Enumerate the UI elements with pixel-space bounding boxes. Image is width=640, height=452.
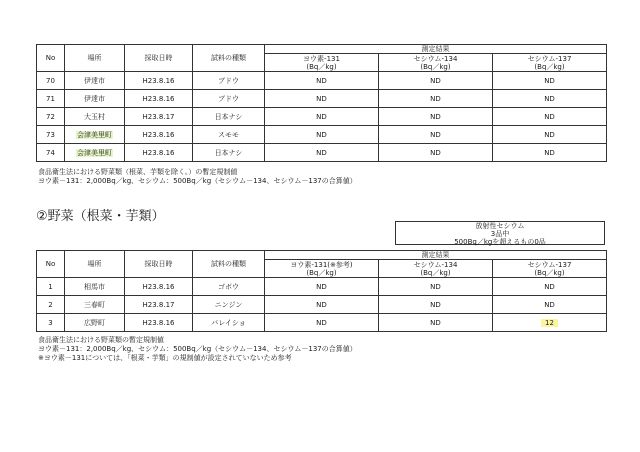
table-row [37, 296, 607, 314]
header-place: 場所 [65, 45, 125, 72]
header-cs137: セシウム-137 (Bq／kg) [493, 260, 607, 278]
cell-sample: ゴボウ [193, 278, 265, 296]
cell-place: 相馬市 [65, 278, 125, 296]
results-table-root-vegetables [36, 250, 607, 332]
cell-i131: ND [265, 126, 379, 144]
cell-no: 71 [37, 90, 65, 108]
cell-sample: スモモ [193, 126, 265, 144]
cell-date: H23.8.16 [125, 90, 193, 108]
cell-sample: 日本ナシ [193, 108, 265, 126]
header-cs137: セシウム-137 (Bq／kg) [493, 54, 607, 72]
cell-sample: ニンジン [193, 296, 265, 314]
cell-date: H23.8.17 [125, 296, 193, 314]
cell-no: 70 [37, 72, 65, 90]
cell-i131: ND [265, 90, 379, 108]
header-result: 測定結果 [265, 45, 607, 54]
cell-sample: 日本ナシ [193, 144, 265, 162]
regulation-note: 食品衛生法における野菜類（根菜、芋類を除く。）の暫定規制値 [38, 168, 238, 176]
table-row [37, 144, 607, 162]
cell-place: 伊達市 [65, 72, 125, 90]
cell-no: 74 [37, 144, 65, 162]
cell-cs137: ND [493, 144, 607, 162]
cell-place: 三春町 [65, 296, 125, 314]
table-row [37, 72, 607, 90]
regulation-note: ヨウ素－131：2,000Bq／kg、セシウム：500Bq／kg（セシウム－134、セシウム－137の合算値） [38, 177, 357, 185]
cell-cs134: ND [379, 314, 493, 332]
cell-cs134: ND [379, 126, 493, 144]
cell-date: H23.8.16 [125, 278, 193, 296]
cell-i131: ND [265, 314, 379, 332]
cell-i131: ND [265, 108, 379, 126]
cell-no: 73 [37, 126, 65, 144]
cell-cs134: ND [379, 296, 493, 314]
header-cs134: セシウム-134 (Bq／kg) [379, 54, 493, 72]
cell-cs137: ND [493, 72, 607, 90]
cell-cs137: ND [493, 108, 607, 126]
summary-line: 500Bq／kgを超えるもの0品 [454, 238, 546, 246]
table-row [37, 314, 607, 332]
cell-no: 72 [37, 108, 65, 126]
highlighted-place: 会津美里町 [77, 148, 112, 157]
header-date: 採取日時 [125, 45, 193, 72]
cell-date: H23.8.16 [125, 72, 193, 90]
summary-line: 放射性セシウム [475, 222, 525, 230]
highlighted-value: 12 [541, 319, 558, 327]
cell-sample: ブドウ [193, 72, 265, 90]
cell-no: 2 [37, 296, 65, 314]
cell-date: H23.8.16 [125, 314, 193, 332]
cell-cs137 [493, 314, 607, 332]
cell-place: 大玉村 [65, 108, 125, 126]
cell-no: 3 [37, 314, 65, 332]
cell-place [65, 126, 125, 144]
table-row [37, 90, 607, 108]
results-table-fruits [36, 44, 607, 162]
summary-line: 3品中 [490, 230, 510, 238]
cell-place: 広野町 [65, 314, 125, 332]
summary-box [395, 221, 605, 245]
cell-cs134: ND [379, 72, 493, 90]
cell-cs134: ND [379, 278, 493, 296]
header-i131: ヨウ素-131 (Bq／kg) [265, 54, 379, 72]
cell-cs137: ND [493, 296, 607, 314]
cell-date: H23.8.16 [125, 144, 193, 162]
header-sample: 試料の種類 [193, 251, 265, 278]
cell-i131: ND [265, 278, 379, 296]
table-row [37, 126, 607, 144]
regulation-note: 食品衛生法における野菜類の暫定規制値 [38, 336, 164, 344]
cell-date: H23.8.17 [125, 108, 193, 126]
header-cs134: セシウム-134 (Bq／kg) [379, 260, 493, 278]
header-place: 場所 [65, 251, 125, 278]
cell-cs134: ND [379, 90, 493, 108]
cell-i131: ND [265, 72, 379, 90]
header-sample: 試料の種類 [193, 45, 265, 72]
header-date: 採取日時 [125, 251, 193, 278]
cell-place [65, 144, 125, 162]
cell-i131: ND [265, 296, 379, 314]
header-no: No [37, 45, 65, 72]
cell-cs134: ND [379, 144, 493, 162]
section-heading: ②野菜（根菜・芋類） [36, 209, 165, 224]
cell-cs137: ND [493, 90, 607, 108]
cell-sample: バレイショ [193, 314, 265, 332]
regulation-note: ヨウ素－131：2,000Bq／kg、セシウム：500Bq／kg（セシウム－134、セシウム－137の合算値） [38, 345, 357, 353]
cell-sample: ブドウ [193, 90, 265, 108]
cell-place: 伊達市 [65, 90, 125, 108]
header-i131: ヨウ素-131(※参考) (Bq／kg) [265, 260, 379, 278]
table-row [37, 108, 607, 126]
table-row [37, 278, 607, 296]
regulation-note: ※ヨウ素－131については、「根菜・芋類」の規制値が設定されていないため参考 [38, 354, 292, 362]
cell-i131: ND [265, 144, 379, 162]
cell-no: 1 [37, 278, 65, 296]
cell-date: H23.8.16 [125, 126, 193, 144]
header-result: 測定結果 [265, 251, 607, 260]
header-no: No [37, 251, 65, 278]
cell-cs137: ND [493, 278, 607, 296]
highlighted-place: 会津美里町 [77, 130, 112, 139]
cell-cs137: ND [493, 126, 607, 144]
cell-cs134: ND [379, 108, 493, 126]
